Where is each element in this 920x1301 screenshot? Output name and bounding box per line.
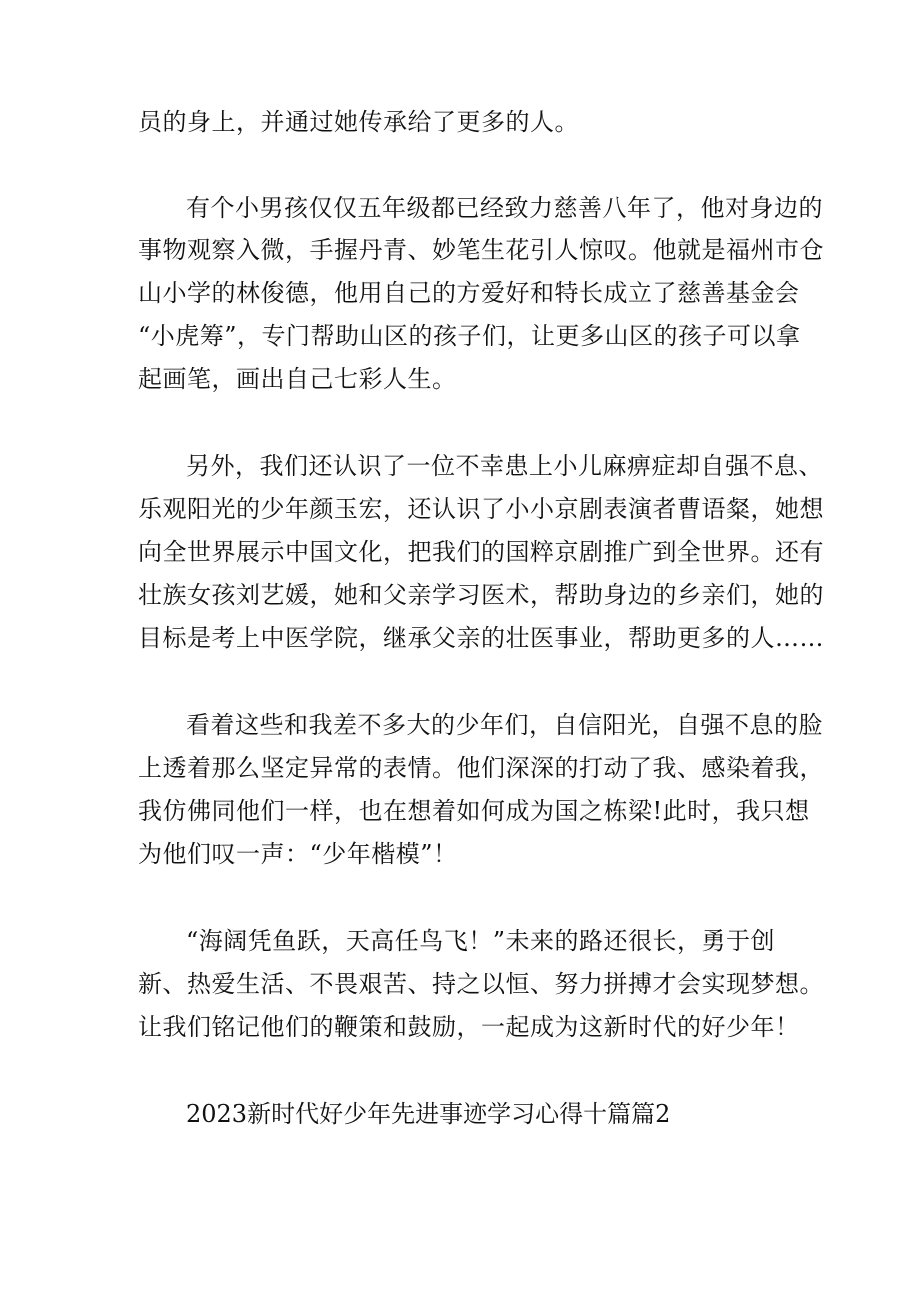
paragraph-2-line-2: 事物观察入微，手握丹青、妙笔生花引人惊叹。他就是福州市仓 [138, 236, 824, 264]
paragraph-3-line-1: 另外，我们还认识了一位不幸患上小儿麻痹症却自强不息、 [186, 452, 823, 480]
paragraph-2-line-3: 山小学的林俊德，他用自己的方爱好和特长成立了慈善基金会 [138, 279, 800, 307]
paragraph-3-line-2: 乐观阳光的少年颜玉宏，还认识了小小京剧表演者曹语粲，她想 [138, 495, 824, 523]
paragraph-2-line-1: 有个小男孩仅仅五年级都已经致力慈善八年了，他对身边的 [186, 194, 823, 222]
paragraph-3-line-3: 向全世界展示中国文化，把我们的国粹京剧推广到全世界。还有 [138, 538, 824, 566]
paragraph-2-line-5: 起画笔，画出自己七彩人生。 [138, 365, 457, 393]
paragraph-3-line-4: 壮族女孩刘艺媛，她和父亲学习医术，帮助身边的乡亲们，她的 [138, 581, 824, 609]
paragraph-5-line-2: 新、热爱生活、不畏艰苦、持之以恒、努力拼搏才会实现梦想。 [138, 970, 824, 998]
paragraph-4-line-2: 上透着那么坚定异常的表情。他们深深的打动了我、感染着我， [138, 754, 824, 782]
paragraph-2-line-4: “小虎筹”，专门帮助山区的孩子们，让更多山区的孩子可以拿 [138, 322, 801, 350]
section-heading: 2023新时代好少年先进事迹学习心得十篇篇2 [186, 1100, 671, 1128]
paragraph-5-line-3: 让我们铭记他们的鞭策和鼓励，一起成为这新时代的好少年！ [138, 1013, 800, 1041]
paragraph-4-line-1: 看着这些和我差不多大的少年们，自信阳光，自强不息的脸 [186, 711, 823, 739]
paragraph-5-line-1: “海阔凭鱼跃，天高任鸟飞！”未来的路还很长，勇于创 [186, 927, 776, 955]
paragraph-4-line-4: 为他们叹一声：“少年楷模”！ [138, 840, 458, 868]
paragraph-3-line-5: 目标是考上中医学院，继承父亲的壮医事业，帮助更多的人…… [138, 624, 824, 652]
paragraph-1-line-1: 员的身上，并通过她传承给了更多的人。 [138, 108, 579, 136]
paragraph-4-line-3: 我仿佛同他们一样，也在想着如何成为国之栋梁!此时，我只想 [138, 797, 810, 825]
